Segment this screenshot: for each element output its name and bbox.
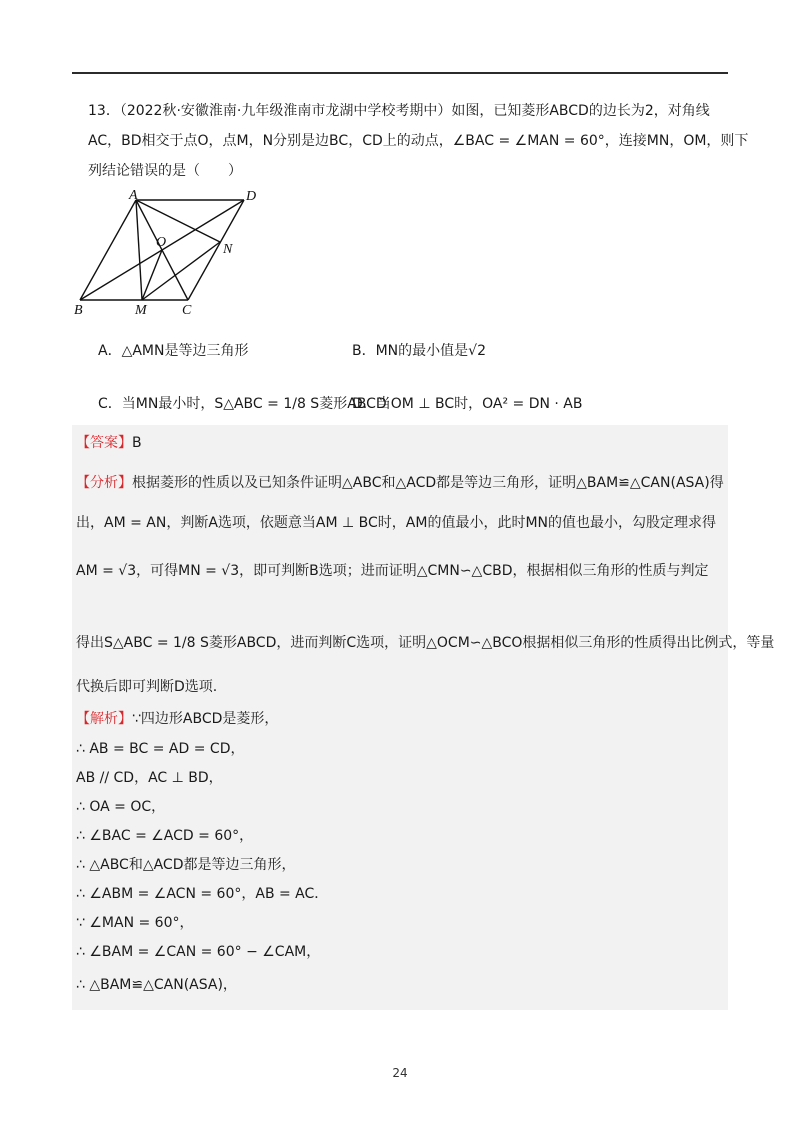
label-a: A — [129, 190, 138, 203]
solution-line-10: ∴ △BAM≌△CAN(ASA)， — [76, 977, 237, 993]
edge-dc — [188, 200, 244, 300]
solution-line-1 — [76, 708, 278, 728]
answer-line — [76, 432, 142, 452]
analysis-line-2: 出，AM = AN，判断A选项，依题意当AM ⊥ BC时，AM的值最小，此时MN的值也最小，勾股定理求得 — [76, 515, 717, 531]
analysis-line-1 — [76, 472, 724, 492]
solution-line-4: ∴ OA = OC， — [76, 799, 166, 815]
option-d: D．当OM ⊥ BC时，OA² = DN · AB — [352, 396, 583, 412]
label-n: N — [223, 242, 233, 257]
analysis-line-3: AM = √3，可得MN = √3，即可判断B选项；进而证明△CMN∽△CBD，根据相似三角形的性质与判定 — [76, 563, 709, 579]
option-a: A．△AMN是等边三角形 — [98, 343, 249, 359]
analysis-line-5: 代换后即可判断D选项. — [76, 679, 218, 695]
solution-line-9: ∴ ∠BAM = ∠CAN = 60° − ∠CAM， — [76, 944, 321, 960]
solution-line-6: ∴ △ABC和△ACD都是等边三角形， — [76, 857, 296, 873]
question-line-2: AC，BD相交于点O，点M，N分别是边BC，CD上的动点，∠BAC = ∠MAN = 60°，连接MN，OM，则下 — [88, 133, 749, 149]
answer-value: B — [132, 435, 142, 451]
page-number: 24 — [392, 1066, 408, 1080]
solution-line-7: ∴ ∠ABM = ∠ACN = 60°，AB = AC． — [76, 886, 329, 902]
solution-tag: 【解析】 — [76, 711, 132, 727]
segment-an — [136, 200, 220, 242]
edge-ba — [80, 200, 136, 300]
analysis-text-1: 根据菱形的性质以及已知条件证明△ABC和△ACD都是等边三角形，证明△BAM≌△CAN(ASA)得 — [132, 475, 724, 491]
solution-line-3: AB // CD，AC ⊥ BD， — [76, 770, 223, 786]
question-line-3: 列结论错误的是（ ） — [88, 163, 242, 179]
label-d: D — [246, 190, 257, 204]
label-o: O — [156, 235, 167, 250]
label-c: C — [182, 303, 192, 318]
solution-text-1: ∵四边形ABCD是菱形， — [132, 711, 279, 727]
option-b: B．MN的最小值是√2 — [352, 343, 486, 359]
option-c: C．当MN最小时，S△ABC = 1/8 S菱形ABCD — [98, 396, 387, 412]
solution-line-5: ∴ ∠BAC = ∠ACD = 60°， — [76, 828, 254, 844]
answer-tag: 【答案】 — [76, 435, 132, 451]
label-m: M — [135, 303, 147, 318]
segment-am — [136, 200, 142, 300]
solution-line-8: ∵ ∠MAN = 60°， — [76, 915, 194, 931]
analysis-tag: 【分析】 — [76, 475, 132, 491]
solution-line-2: ∴ AB = BC = AD = CD， — [76, 741, 245, 757]
label-b: B — [74, 303, 83, 318]
header-rule — [72, 72, 728, 74]
rhombus-figure — [72, 190, 272, 320]
analysis-line-4: 得出S△ABC = 1/8 S菱形ABCD，进而判断C选项，证明△OCM∽△BCO根据相似三角形的性质得出比例式，等量 — [76, 635, 775, 651]
question-line-1: 13．（2022秋·安徽淮南·九年级淮南市龙湖中学校考期中）如图，已知菱形ABCD的边长为2，对角线 — [88, 103, 710, 119]
